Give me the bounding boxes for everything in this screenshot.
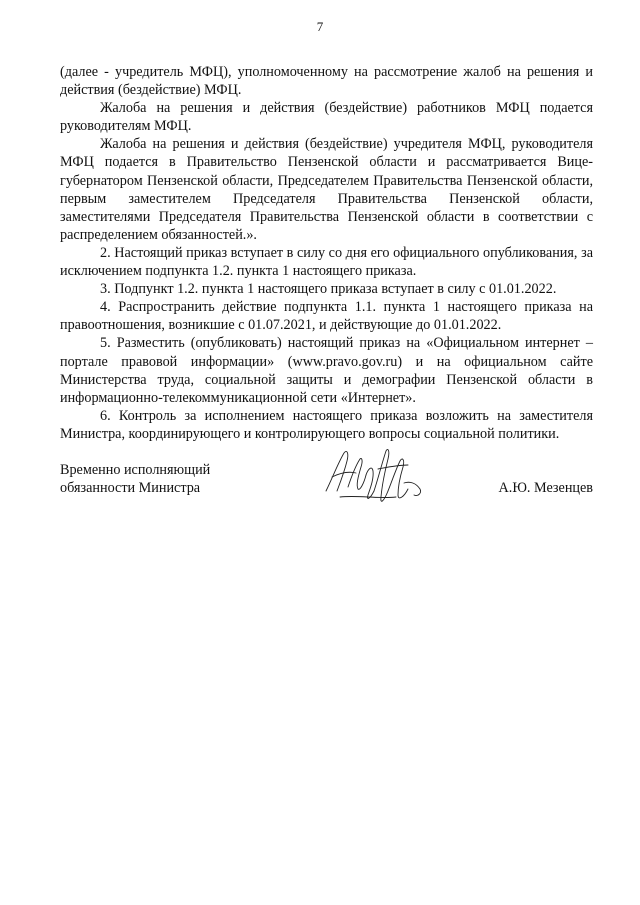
signer-title-line-1: Временно исполняющий (60, 462, 211, 478)
signer-title (60, 461, 280, 497)
paragraph-item-3: 3. Подпункт 1.2. пункта 1 настоящего приказа вступает в силу с 01.01.2022. (100, 281, 557, 298)
document-body (60, 63, 593, 443)
signer-name: А.Ю. Мезенцев (498, 480, 593, 496)
paragraph-item-4: 4. Распространить действие подпункта 1.1. пункта 1 настоящего приказа на правоотношения, возникшие с 01.07.2021, и действующие до 01.01.2022. (60, 299, 593, 334)
handwritten-signature (318, 439, 428, 511)
signer-title-line-2: обязанности Министра (60, 480, 201, 497)
paragraph-complaint-founder: Жалоба на решения и действия (бездействие) учредителя МФЦ, руководителя МФЦ подается в Правительство Пензенской области и рассматривается Вице-губернатором Пензенской области, Председателем Правительства Пензенской области, первым заместителем Председателя Правительства Пензенской области, заместителями Председателя Правительства Пензенской области в соответствии с распределением обязанностей.». (60, 136, 593, 243)
paragraph-continuation: (далее - учредитель МФЦ), уполномоченному на рассмотрение жалоб на решения и действия (бездействие) МФЦ. (60, 64, 593, 99)
paragraph-item-2: 2. Настоящий приказ вступает в силу со дня его официального опубликования, за исключением подпункта 1.2. пункта 1 настоящего приказа. (60, 244, 593, 280)
page-number: 7 (316, 19, 324, 34)
paragraph-complaint-workers: Жалоба на решения и действия (бездействие) работников МФЦ подается руководителям МФЦ. (60, 100, 593, 135)
signature-block (60, 461, 593, 521)
paragraph-item-6: 6. Контроль за исполнением настоящего приказа возложить на заместителя Министра, координирующего и контролирующего вопросы социальной политики. (60, 407, 593, 442)
paragraph-item-5: 5. Разместить (опубликовать) настоящий приказ на «Официальном интернет – портале правовой информации» (www.pravo.gov.ru) и на официальном сайте Министерства труда, социальной защиты и демографии Пензенской области в информационно-телекоммуникационной сети «Интернет». (60, 335, 593, 406)
